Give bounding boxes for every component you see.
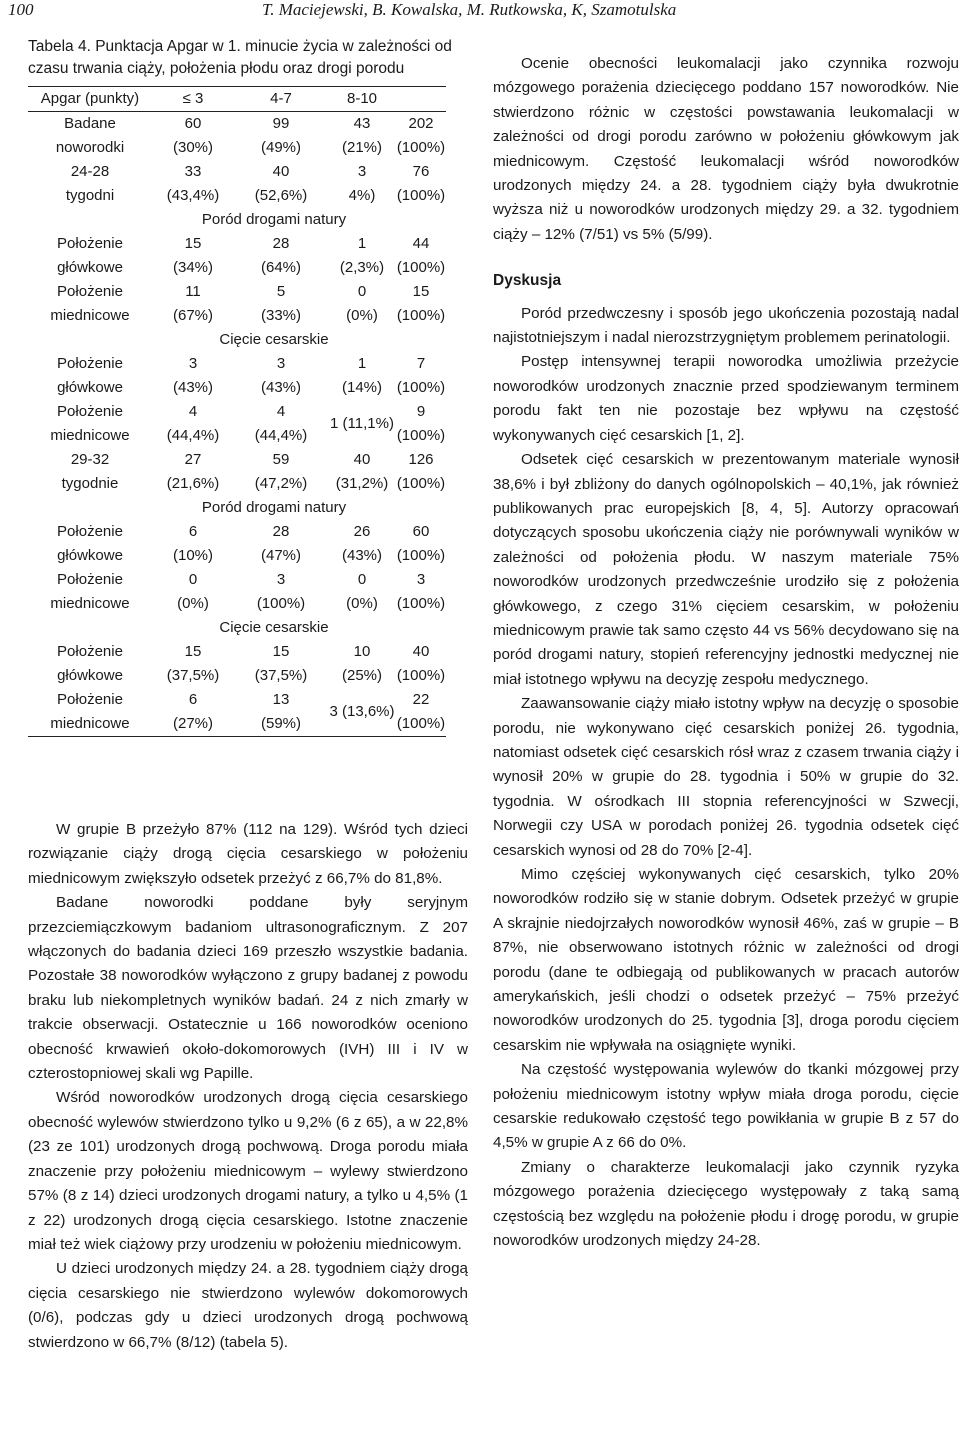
cell-line: 28 xyxy=(272,523,290,540)
cell-line: 7 xyxy=(416,355,426,372)
header-cell-c4 xyxy=(396,87,446,112)
cell-line: (34%) xyxy=(172,259,213,276)
table-cell-c2 xyxy=(234,448,328,496)
table-cell-c1 xyxy=(152,688,234,737)
cell-line: (27%) xyxy=(172,715,213,732)
cell-line: 3 xyxy=(276,355,286,372)
cell-line: miednicowe xyxy=(50,307,130,324)
cell-line: 27 xyxy=(184,451,202,468)
cell-line: (0%) xyxy=(346,307,378,324)
cell-line: 4 xyxy=(276,403,286,420)
body-paragraph: U dzieci urodzonych między 24. a 28. tygodniem ciąży drogą cięcia cesarskiego nie stwierdzono wylewów dokomorowych (0/6), podczas gdy u dzieci urodzonych drogą pochwową stwierdzono w 66,7% (8/12) (tabela 5). xyxy=(28,1260,468,1351)
cell-line: 126 xyxy=(408,451,434,468)
cell-line: 60 xyxy=(184,115,202,132)
cell-line: (100%) xyxy=(396,427,446,444)
table-row xyxy=(28,520,446,568)
cell-line: 40 xyxy=(412,643,430,660)
table-cell-c4 xyxy=(396,352,446,400)
table-cell-empty xyxy=(28,616,152,640)
cell-line: Położenie xyxy=(57,403,123,420)
table-row xyxy=(28,160,446,208)
cell-line: Badane xyxy=(64,115,116,132)
table-cell-label xyxy=(28,448,152,496)
cell-line: miednicowe xyxy=(50,427,130,444)
right-column xyxy=(493,52,959,1254)
table-cell-label xyxy=(28,232,152,280)
table-cell-c3 xyxy=(328,520,396,568)
cell-line: 1 xyxy=(357,355,367,372)
header-cell-c3: 8-10 xyxy=(328,87,396,112)
cell-line: (37,5%) xyxy=(166,667,220,684)
cell-line: (100%) xyxy=(396,715,446,732)
cell-line: 15 xyxy=(412,283,430,300)
cell-line: 5 xyxy=(276,283,286,300)
cell-line: (43%) xyxy=(341,547,382,564)
discussion-paragraph: Zaawansowanie ciąży miało istotny wpływ na decyzję o sposobie porodu, nie wykonywano cięć cesarskich poniżej 26. tygodnia, natomiast odsetek cięć cesarskich rósł wraz z czasem trwania ciąży i wynosił 20% w grupie do 28. tygodnia i 50% w grupie do 32. tygodnia. W ośrodkach III stopnia referencyjności w Szwecji, Norwegii czy USA w porodach poniżej 26. tygodnia odsetek cięć cesarskich wynosi od 28 do 70% [2-4]. xyxy=(493,695,959,859)
discussion-paragraph: Na częstość występowania wylewów do tkanki mózgowej przy położeniu miednicowym istotny wpływ miała droga porodu, cięcie cesarskie redukowało częstość tego powikłania w grupie B z 57 do 4,5% w grupie A z 66 do 0%. xyxy=(493,1061,959,1152)
cell-line: (100%) xyxy=(396,187,446,204)
cell-line: 15 xyxy=(184,235,202,252)
table-cell-c4 xyxy=(396,448,446,496)
cell-line: Położenie xyxy=(57,571,123,588)
left-body-text xyxy=(28,818,468,1355)
table-cell-c4 xyxy=(396,160,446,208)
cell-line: 11 xyxy=(185,283,201,300)
table-section-row xyxy=(28,496,446,520)
cell-line: (44,4%) xyxy=(254,427,308,444)
apgar-table xyxy=(28,86,446,737)
cell-line: 15 xyxy=(184,643,202,660)
discussion-paragraph: Odsetek cięć cesarskich w prezentowanym materiale wynosił 38,6% i był zbliżony do danych ogólnopolskich – 40,1%, jak również publikowanych prac europejskich [8, 4, 5]. Autorzy opracowań dotyczących sposobu ukończenia ciąży nie porównywali wyników w zależności od położenia płodu. W naszym materiale 75% noworodków urodzonych przedwcześnie urodziło się z położenia główkowego, z czego 31% cięciem cesarskim, w położeniu miednicowym prawie tak samo często 44 vs 56% decydowano się na poród drogami natury, stopień referencyjny jednostki medycznej nie miał istotnego wpływu na decyzję zespołu medycznego. xyxy=(493,451,959,688)
section-label: Poród drogami natury xyxy=(201,211,347,228)
discussion-paragraph: Postęp intensywnej terapii noworodka umożliwia przeżycie noworodków urodzonych znacznie przed spodziewanym terminem porodu fakt ten nie pozostaje bez wpływu na częstość wykonywanych cięć cesarskich [1, 2]. xyxy=(493,353,959,444)
cell-line: (25%) xyxy=(341,667,382,684)
cell-line: główkowe xyxy=(57,259,123,276)
table-row xyxy=(28,352,446,400)
table-cell-c1 xyxy=(152,112,234,161)
table-cell-c1 xyxy=(152,568,234,616)
cell-line: (43%) xyxy=(260,379,301,396)
table-cell-c3 xyxy=(328,640,396,688)
discussion-paragraph: Zmiany o charakterze leukomalacji jako czynnik ryzyka mózgowego porażenia dziecięcego występowały z taką samą częstością bez względu na położenie płodu i drogę porodu, w grupie noworodków urodzonych między 24-28. xyxy=(493,1158,959,1250)
cell-line: 0 xyxy=(357,283,367,300)
section-label: Cięcie cesarskie xyxy=(219,331,329,348)
cell-line: (64%) xyxy=(260,259,301,276)
cell-line: (33%) xyxy=(260,307,301,324)
table-section-row xyxy=(28,328,446,352)
cell-line: (100%) xyxy=(396,475,446,492)
cell-line: (31,2%) xyxy=(335,475,389,492)
table-row xyxy=(28,568,446,616)
cell-line: (100%) xyxy=(396,307,446,324)
cell-line: Położenie xyxy=(57,691,123,708)
cell-line: 1 (11,1%) xyxy=(330,415,394,432)
cell-line: 13 xyxy=(272,691,290,708)
table-cell-c3 xyxy=(328,112,396,161)
section-label: Cięcie cesarskie xyxy=(219,619,329,636)
table-cell-c3 xyxy=(328,352,396,400)
body-paragraph: Wśród noworodków urodzonych drogą cięcia cesarskiego obecność wylewów stwierdzono tylko u 9,2% (6 z 65), a w 22,8% (23 ze 101) urodzonych drogą pochwową. Droga porodu miała znaczenie przy położeniu miednicowym – wylewy stwierdzono 57% (8 z 14) dzieci urodzonych drogami natury, a tylko u 4,5% (1 z 22) urodzonych drogą cięcia cesarskiego. Istotne znaczenie miał też wiek ciążowy przy urodzeniu w położeniu miednicowym. xyxy=(28,1089,468,1253)
section-label: Poród drogami natury xyxy=(201,499,347,516)
table-cell-empty xyxy=(396,208,446,232)
cell-line: miednicowe xyxy=(50,715,130,732)
cell-line: (100%) xyxy=(256,595,306,612)
table-cell-c1 xyxy=(152,640,234,688)
table-cell-c4 xyxy=(396,112,446,161)
page-header xyxy=(0,0,960,22)
table-cell-label xyxy=(28,160,152,208)
table-cell-label xyxy=(28,568,152,616)
table-cell-c2 xyxy=(234,688,328,737)
cell-line: (43%) xyxy=(172,379,213,396)
running-authors: T. Maciejewski, B. Kowalska, M. Rutkowska, K, Szamotulska xyxy=(262,0,677,19)
cell-line: 29-32 xyxy=(70,451,110,468)
cell-line: (52,6%) xyxy=(254,187,308,204)
cell-line: (2,3%) xyxy=(339,259,385,276)
table-cell-c3 xyxy=(328,232,396,280)
table-cell-label xyxy=(28,688,152,737)
cell-line: 0 xyxy=(357,571,367,588)
body-paragraph: W grupie B przeżyło 87% (112 na 129). Wśród tych dzieci rozwiązanie ciąży drogą cięcia cesarskiego w położeniu miednicowym zwiększyło odsetek przeżyć z 66,7% do 81,8%. xyxy=(28,821,468,887)
cell-line: Położenie xyxy=(57,235,123,252)
cell-line: 3 xyxy=(416,571,426,588)
cell-line: 28 xyxy=(272,235,290,252)
table-cell-c2 xyxy=(234,568,328,616)
table-cell-c2 xyxy=(234,112,328,161)
table-cell-empty xyxy=(396,616,446,640)
table-cell-c2 xyxy=(234,640,328,688)
cell-line: 40 xyxy=(353,451,371,468)
cell-line: (37,5%) xyxy=(254,667,308,684)
cell-line: (0%) xyxy=(346,595,378,612)
section-heading-discussion: Dyskusja xyxy=(493,272,562,290)
discussion-paragraph: Mimo częściej wykonywanych cięć cesarskich, tylko 20% noworodków rodziło się w stanie dobrym. Odsetek przeżyć w grupie A skrajnie niedojrzałych noworodków wynosił 46%, zaś w grupie – B 87%, nie obserwowano istotnych różnic w zależności od drogi porodu (dane te odbiegają od publikowanych w pracach autorów amerykańskich, jeśli chodzi o odsetek przeżyć – 75% przeżyć noworodków urodzonych do 25. tygodnia [3], droga porodu cięciem cesarskim nie wpływała na osiągnięte wyniki. xyxy=(493,866,959,1054)
leukomalacia-paragraph: Ocenie obecności leukomalacji jako czynnika rozwoju mózgowego porażenia dziecięcego poddano 157 noworodków. Nie stwierdzono różnic w częstości powstawania leukomalacji w zależności od drogi porodu zarówno w położeniu główkowym jak miednicowym. Częstość leukomalacji wśród noworodków urodzonych między 24. a 28. tygodniem ciąży była dwukrotnie wyższa niż u noworodków urodzonych między 29. a 32. tygodniem ciąży – 12% (7/51) vs 5% (5/99). xyxy=(493,55,959,243)
table-cell-c2 xyxy=(234,280,328,328)
cell-line: (67%) xyxy=(172,307,213,324)
table-cell-c2 xyxy=(234,400,328,448)
cell-line: (100%) xyxy=(396,667,446,684)
cell-line: (100%) xyxy=(396,547,446,564)
cell-line: tygodni xyxy=(65,187,115,204)
table-cell-c2 xyxy=(234,352,328,400)
cell-line: Położenie xyxy=(57,523,123,540)
table-header-row xyxy=(28,87,446,112)
table-cell-label xyxy=(28,640,152,688)
cell-line: 9 xyxy=(416,403,426,420)
cell-line: 3 xyxy=(276,571,286,588)
cell-line: 40 xyxy=(272,163,290,180)
table-row xyxy=(28,400,446,448)
table-cell-c4 xyxy=(396,280,446,328)
cell-line: (0%) xyxy=(177,595,209,612)
cell-line: główkowe xyxy=(57,667,123,684)
cell-line: 6 xyxy=(188,691,198,708)
table-cell-c1 xyxy=(152,352,234,400)
table-cell-c4 xyxy=(396,568,446,616)
cell-line: (100%) xyxy=(396,379,446,396)
table-cell-c4 xyxy=(396,688,446,737)
cell-line: 22 xyxy=(412,691,430,708)
table-cell-c3 xyxy=(328,400,396,448)
cell-line: 26 xyxy=(353,523,371,540)
table-cell-c1 xyxy=(152,448,234,496)
page-number: 100 xyxy=(8,0,34,19)
table-cell-c3 xyxy=(328,448,396,496)
cell-line: Położenie xyxy=(57,643,123,660)
table-caption: Tabela 4. Punktacja Apgar w 1. minucie życia w zależności od czasu trwania ciąży, położenia płodu oraz drogi porodu xyxy=(28,38,452,77)
table-cell-c1 xyxy=(152,400,234,448)
table-cell-label xyxy=(28,520,152,568)
cell-line: Położenie xyxy=(57,283,123,300)
table-cell-label xyxy=(28,112,152,161)
table-cell-empty xyxy=(28,208,152,232)
cell-line: 4 xyxy=(188,403,198,420)
header-cell-c2: 4-7 xyxy=(234,87,328,112)
cell-line: 3 xyxy=(188,355,198,372)
table-row xyxy=(28,688,446,737)
cell-line: (21%) xyxy=(341,139,382,156)
table-cell-c1 xyxy=(152,520,234,568)
cell-line: (49%) xyxy=(260,139,301,156)
cell-line: (47%) xyxy=(260,547,301,564)
cell-line: miednicowe xyxy=(50,595,130,612)
table-row xyxy=(28,112,446,161)
cell-line: 99 xyxy=(272,115,290,132)
cell-line: 3 (13,6%) xyxy=(329,703,395,720)
table-row xyxy=(28,280,446,328)
table-section-row xyxy=(28,208,446,232)
cell-line: główkowe xyxy=(57,547,123,564)
cell-line: (21,6%) xyxy=(166,475,220,492)
table-row xyxy=(28,232,446,280)
cell-line: Położenie xyxy=(57,355,123,372)
cell-line: 3 xyxy=(357,163,367,180)
cell-line: (44,4%) xyxy=(166,427,220,444)
cell-line: 24-28 xyxy=(70,163,110,180)
cell-line: (100%) xyxy=(396,259,446,276)
cell-line: 59 xyxy=(272,451,290,468)
left-column xyxy=(28,36,468,737)
cell-line: (14%) xyxy=(341,379,382,396)
cell-line: 202 xyxy=(408,115,434,132)
table-cell-c1 xyxy=(152,232,234,280)
cell-line: (47,2%) xyxy=(254,475,308,492)
cell-line: tygodnie xyxy=(61,475,119,492)
table-cell-c4 xyxy=(396,640,446,688)
table-cell-c3 xyxy=(328,568,396,616)
cell-line: 44 xyxy=(412,235,430,252)
table-cell-c4 xyxy=(396,400,446,448)
cell-line: (10%) xyxy=(172,547,213,564)
table-section-row xyxy=(28,616,446,640)
table-cell-c1 xyxy=(152,280,234,328)
cell-line: 0 xyxy=(188,571,198,588)
cell-line: główkowe xyxy=(57,379,123,396)
header-cell-c1: ≤ 3 xyxy=(152,87,234,112)
cell-line: 4%) xyxy=(348,187,376,204)
cell-line: (59%) xyxy=(260,715,301,732)
table-cell-label xyxy=(28,280,152,328)
cell-line: (43,4%) xyxy=(166,187,220,204)
table-cell-empty xyxy=(28,328,152,352)
table-cell-c2 xyxy=(234,160,328,208)
discussion-paragraph: Poród przedwczesny i sposób jego ukończenia pozostają nadal najistotniejszym i nadal nierozstrzygniętym problemem perinatologii. xyxy=(493,304,959,347)
table-cell-c4 xyxy=(396,232,446,280)
table-cell-c3 xyxy=(328,280,396,328)
cell-line: 6 xyxy=(188,523,198,540)
table-cell-c3 xyxy=(328,688,396,737)
cell-line: 1 xyxy=(357,235,367,252)
cell-line: (100%) xyxy=(396,595,446,612)
cell-line: (30%) xyxy=(172,139,213,156)
cell-line: 60 xyxy=(412,523,430,540)
cell-line: 43 xyxy=(353,115,371,132)
cell-line: 76 xyxy=(412,163,430,180)
header-cell-label: Apgar (punkty) xyxy=(28,87,152,112)
table-cell-c4 xyxy=(396,520,446,568)
table-cell-label xyxy=(28,400,152,448)
table-cell-empty xyxy=(396,328,446,352)
table-row xyxy=(28,640,446,688)
table-cell-c1 xyxy=(152,160,234,208)
table-cell-c2 xyxy=(234,520,328,568)
cell-line: 33 xyxy=(184,163,202,180)
table-cell-c2 xyxy=(234,232,328,280)
table-row xyxy=(28,448,446,496)
table-cell-c3 xyxy=(328,160,396,208)
cell-line: (100%) xyxy=(396,139,446,156)
body-paragraph: Badane noworodki poddane były seryjnym przezciemiączkowym badaniom ultrasonograficznym. Z 207 włączonych do badania dzieci 169 przeszło wszystkie badania. Pozostałe 38 noworodków wyłączono z grupy badanej z powodu braku lub niekompletnych wyników badań. 24 z nich zmarły w trakcie obserwacji. Ostatecznie u 166 noworodków oceniono obecność krwawień około-dokomorowych (IVH) III i IV w czterostopniowej skali wg Papille. xyxy=(28,894,468,1083)
cell-line: 15 xyxy=(272,643,290,660)
table-cell-label xyxy=(28,352,152,400)
cell-line: 10 xyxy=(353,643,371,660)
table-cell-empty xyxy=(28,496,152,520)
cell-line: noworodki xyxy=(55,139,125,156)
table-cell-empty xyxy=(396,496,446,520)
